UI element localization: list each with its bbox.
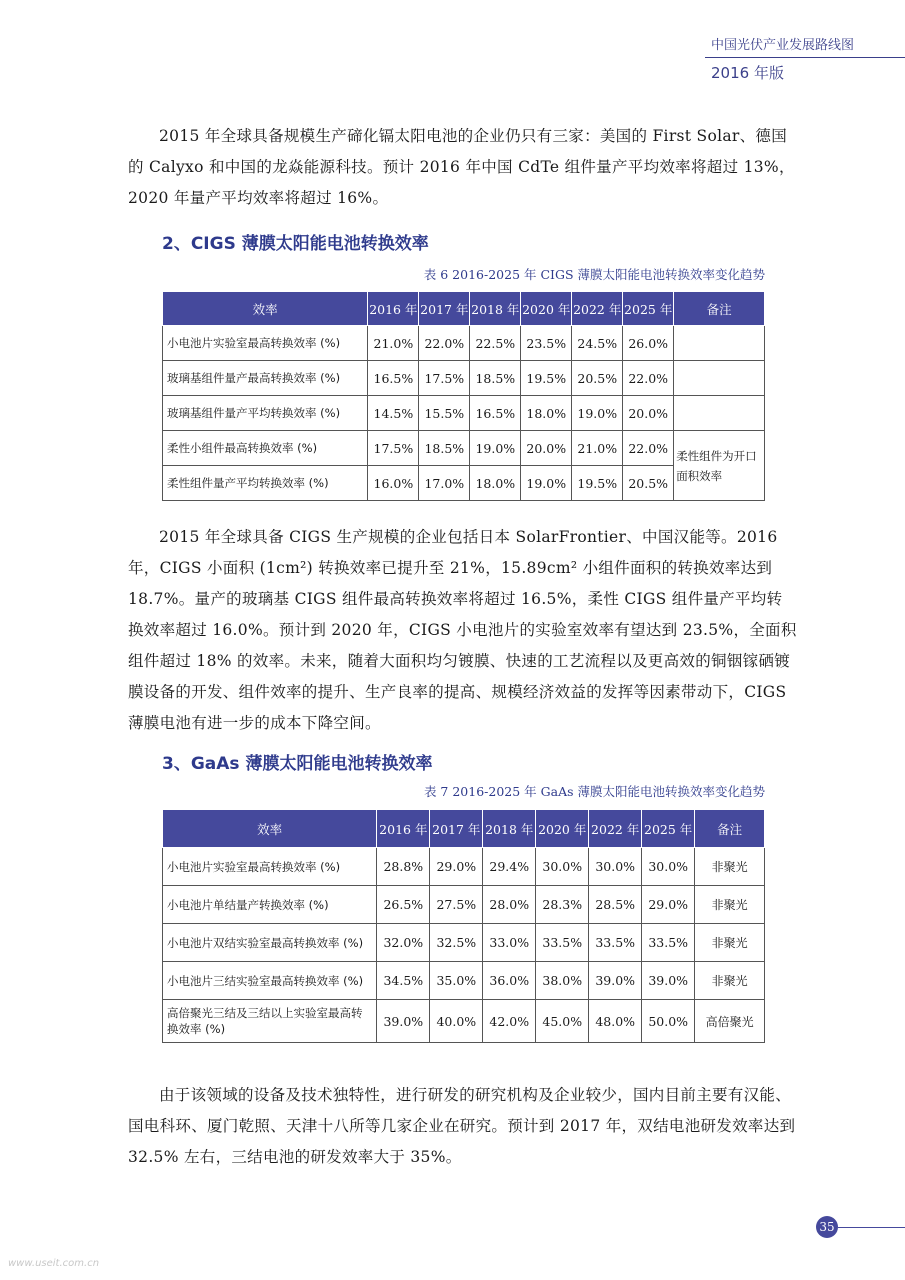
paragraph-cigs: 2015 年全球具备 CIGS 生产规模的企业包括日本 SolarFrontier、中国汉能等。2016 年，CIGS 小面积 (1cm²) 转换效率已提升至 21%，15.89cm² 小组件面积的转换效率达到 18.7%。量产的玻璃基 CIGS 组件最高转换效率将超过 16.5%，柔性 CIGS 组件量产平均转换效率超过 16.0%。预计到 2020 年，CIGS 小电池片的实验室效率有望达到 23.5%，全面积组件超过 18% 的效率。未来，随着大面积均匀镀膜、快速的工艺流程以及更高效的铜铟镓硒镀膜设备的开发、组件效率的提升、生产良率的提高、规模经济效益的发挥等因素带动下，CIGS 薄膜电池有进一步的成本下降空间。 bbox=[128, 528, 797, 732]
table-cell: 20.5% bbox=[623, 466, 674, 501]
note-cell bbox=[674, 326, 765, 361]
table7-header: 2017 年 bbox=[430, 810, 483, 848]
table-cell: 15.5% bbox=[419, 396, 470, 431]
table-cell: 16.5% bbox=[368, 361, 419, 396]
running-header bbox=[705, 34, 905, 83]
table-cell: 26.5% bbox=[377, 886, 430, 924]
table-cell: 32.5% bbox=[430, 924, 483, 962]
table-row bbox=[163, 396, 765, 431]
table-cell: 32.0% bbox=[377, 924, 430, 962]
table-cell: 29.0% bbox=[642, 886, 695, 924]
row-label: 小电池片实验室最高转换效率 (%) bbox=[163, 848, 377, 886]
table-cell: 20.0% bbox=[623, 396, 674, 431]
table-cell: 18.0% bbox=[521, 396, 572, 431]
table-cell: 29.4% bbox=[483, 848, 536, 886]
table6-header: 效率 bbox=[163, 292, 368, 326]
table-cell: 19.5% bbox=[572, 466, 623, 501]
table-gaas-efficiency bbox=[162, 809, 765, 1043]
table-row bbox=[163, 962, 765, 1000]
table-cell: 22.0% bbox=[623, 361, 674, 396]
table-cell: 33.0% bbox=[483, 924, 536, 962]
table-cell: 36.0% bbox=[483, 962, 536, 1000]
table7-header: 2025 年 bbox=[642, 810, 695, 848]
table6-header: 2018 年 bbox=[470, 292, 521, 326]
table-row bbox=[163, 431, 765, 466]
table-cell: 48.0% bbox=[589, 1000, 642, 1043]
paragraph-cdte: 2015 年全球具备规模生产碲化镉太阳电池的企业仍只有三家：美国的 First Solar、德国的 Calyxo 和中国的龙焱能源科技。预计 2016 年中国 CdTe 组件量产平均效率将超过 13%，2020 年量产平均效率将超过 16%。 bbox=[128, 127, 795, 207]
table6-header: 2017 年 bbox=[419, 292, 470, 326]
table6-header: 2020 年 bbox=[521, 292, 572, 326]
row-label: 玻璃基组件量产平均转换效率 (%) bbox=[163, 396, 368, 431]
table-cell: 28.3% bbox=[536, 886, 589, 924]
table-cell: 22.5% bbox=[470, 326, 521, 361]
table-cell: 19.0% bbox=[572, 396, 623, 431]
table7-header-row bbox=[163, 810, 765, 848]
table-cell: 21.0% bbox=[368, 326, 419, 361]
table-cell: 30.0% bbox=[642, 848, 695, 886]
table-cell: 20.5% bbox=[572, 361, 623, 396]
table6-header: 2016 年 bbox=[368, 292, 419, 326]
row-label: 小电池片单结量产转换效率 (%) bbox=[163, 886, 377, 924]
table-cell: 24.5% bbox=[572, 326, 623, 361]
table-cell: 39.0% bbox=[589, 962, 642, 1000]
table7-header: 备注 bbox=[695, 810, 765, 848]
table-cell: 16.0% bbox=[368, 466, 419, 501]
table-row bbox=[163, 1000, 765, 1043]
table-cell: 14.5% bbox=[368, 396, 419, 431]
table-cell: 18.5% bbox=[419, 431, 470, 466]
table6-caption: 表 6 2016-2025 年 CIGS 薄膜太阳能电池转换效率变化趋势 bbox=[423, 267, 765, 282]
watermark: www.useit.com.cn bbox=[8, 1258, 100, 1269]
header-rule bbox=[705, 57, 905, 58]
table-cell: 16.5% bbox=[470, 396, 521, 431]
table-row bbox=[163, 326, 765, 361]
table-cell: 33.5% bbox=[642, 924, 695, 962]
note-cell: 非聚光 bbox=[695, 924, 765, 962]
table-cell: 26.0% bbox=[623, 326, 674, 361]
table-cell: 35.0% bbox=[430, 962, 483, 1000]
note-cell bbox=[674, 396, 765, 431]
row-label: 柔性小组件最高转换效率 (%) bbox=[163, 431, 368, 466]
header-title: 中国光伏产业发展路线图 bbox=[711, 38, 855, 53]
table-cell: 39.0% bbox=[642, 962, 695, 1000]
table-row bbox=[163, 848, 765, 886]
table-cell: 19.0% bbox=[521, 466, 572, 501]
row-label: 柔性组件量产平均转换效率 (%) bbox=[163, 466, 368, 501]
note-cell: 非聚光 bbox=[695, 886, 765, 924]
table7-header: 效率 bbox=[163, 810, 377, 848]
table-cell: 50.0% bbox=[642, 1000, 695, 1043]
section-title-cigs: 2、CIGS 薄膜太阳能电池转换效率 bbox=[162, 234, 429, 254]
table-cell: 22.0% bbox=[419, 326, 470, 361]
table6-header: 2022 年 bbox=[572, 292, 623, 326]
table-row bbox=[163, 924, 765, 962]
table-cell: 23.5% bbox=[521, 326, 572, 361]
header-edition: 2016 年版 bbox=[711, 64, 784, 82]
note-cell-flexible: 柔性组件为开口面积效率 bbox=[674, 431, 765, 501]
note-cell: 高倍聚光 bbox=[695, 1000, 765, 1043]
table-cell: 40.0% bbox=[430, 1000, 483, 1043]
table-cell: 30.0% bbox=[536, 848, 589, 886]
table-cell: 29.0% bbox=[430, 848, 483, 886]
table-cell: 33.5% bbox=[589, 924, 642, 962]
table-cell: 19.0% bbox=[470, 431, 521, 466]
row-label: 玻璃基组件量产最高转换效率 (%) bbox=[163, 361, 368, 396]
note-cell: 非聚光 bbox=[695, 848, 765, 886]
row-label: 小电池片实验室最高转换效率 (%) bbox=[163, 326, 368, 361]
table7-header: 2018 年 bbox=[483, 810, 536, 848]
table-cell: 30.0% bbox=[589, 848, 642, 886]
table6-header-row bbox=[163, 292, 765, 326]
row-label: 小电池片双结实验室最高转换效率 (%) bbox=[163, 924, 377, 962]
paragraph-gaas: 由于该领域的设备及技术独特性，进行研发的研究机构及企业较少，国内目前主要有汉能、国电科环、厦门乾照、天津十八所等几家企业在研究。预计到 2017 年，双结电池研发效率达到 32.5% 左右，三结电池的研发效率大于 35%。 bbox=[128, 1086, 796, 1166]
table-cell: 38.0% bbox=[536, 962, 589, 1000]
section-title-gaas: 3、GaAs 薄膜太阳能电池转换效率 bbox=[162, 754, 433, 774]
table-cell: 28.8% bbox=[377, 848, 430, 886]
page-number: 35 bbox=[816, 1216, 838, 1238]
table-row bbox=[163, 361, 765, 396]
table-cell: 22.0% bbox=[623, 431, 674, 466]
table-cigs-efficiency bbox=[162, 291, 765, 501]
table-cell: 28.5% bbox=[589, 886, 642, 924]
table-cell: 20.0% bbox=[521, 431, 572, 466]
table-cell: 18.5% bbox=[470, 361, 521, 396]
table-cell: 17.0% bbox=[419, 466, 470, 501]
table6-header: 2025 年 bbox=[623, 292, 674, 326]
table-cell: 42.0% bbox=[483, 1000, 536, 1043]
table-cell: 33.5% bbox=[536, 924, 589, 962]
table-cell: 27.5% bbox=[430, 886, 483, 924]
table-cell: 17.5% bbox=[368, 431, 419, 466]
table-cell: 34.5% bbox=[377, 962, 430, 1000]
note-cell bbox=[674, 361, 765, 396]
table7-header: 2022 年 bbox=[589, 810, 642, 848]
table6-header: 备注 bbox=[674, 292, 765, 326]
table-row bbox=[163, 886, 765, 924]
table7-header: 2020 年 bbox=[536, 810, 589, 848]
table-cell: 28.0% bbox=[483, 886, 536, 924]
table-cell: 45.0% bbox=[536, 1000, 589, 1043]
note-cell: 非聚光 bbox=[695, 962, 765, 1000]
table-cell: 39.0% bbox=[377, 1000, 430, 1043]
table-cell: 17.5% bbox=[419, 361, 470, 396]
row-label: 高倍聚光三结及三结以上实验室最高转 换效率 (%) bbox=[163, 1000, 377, 1043]
table7-caption: 表 7 2016-2025 年 GaAs 薄膜太阳能电池转换效率变化趋势 bbox=[423, 784, 765, 799]
table-cell: 19.5% bbox=[521, 361, 572, 396]
table7-header: 2016 年 bbox=[377, 810, 430, 848]
table-cell: 18.0% bbox=[470, 466, 521, 501]
row-label: 小电池片三结实验室最高转换效率 (%) bbox=[163, 962, 377, 1000]
page-number-rule bbox=[838, 1227, 905, 1228]
table-cell: 21.0% bbox=[572, 431, 623, 466]
